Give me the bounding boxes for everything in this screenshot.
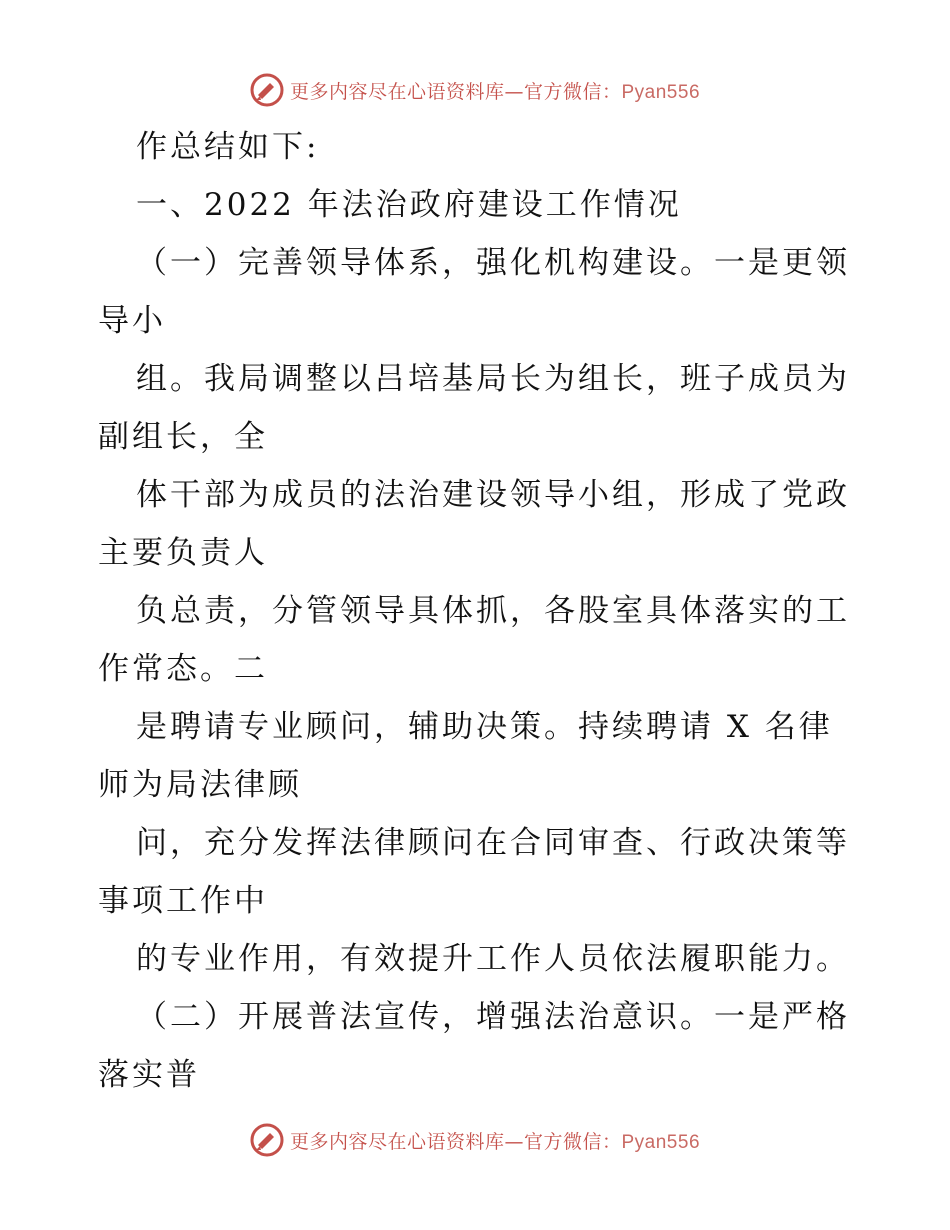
book-pen-logo-icon [250,73,284,107]
book-pen-logo-icon [250,1123,284,1157]
watermark-text: 更多内容尽在心语资料库—官方微信：Pyan556 [289,80,701,103]
text-line: 师为局法律顾 [98,767,302,803]
text-line: 事项工作中 [98,883,268,919]
text-line: 作总结如下: [136,129,320,165]
text-line: 是聘请专业顾问，辅助决策。持续聘请 X 名律 [136,709,833,745]
text-line: 体干部为成员的法治建设领导小组，形成了党政 [136,477,850,513]
text-line: 问，充分发挥法律顾问在合同审查、行政决策等 [136,825,850,861]
text-line: （二）开展普法宣传，增强法治意识。一是严格 [136,999,850,1035]
footer-watermark [0,1120,950,1160]
section-heading: 一、2022 年法治政府建设工作情况 [136,187,682,223]
header-watermark [0,70,950,110]
text-line: （一）完善领导体系，强化机构建设。一是更领 [136,245,850,281]
text-line: 作常态。二 [98,651,268,687]
text-line: 副组长，全 [98,419,268,455]
text-line: 导小 [98,303,166,339]
watermark-text: 更多内容尽在心语资料库—官方微信：Pyan556 [289,1130,701,1153]
text-line: 主要负责人 [98,535,268,571]
text-line: 组。我局调整以吕培基局长为组长，班子成员为 [136,361,850,397]
text-line: 负总责，分管领导具体抓，各股室具体落实的工 [136,593,850,629]
text-line: 的专业作用，有效提升工作人员依法履职能力。 [136,941,850,977]
text-line: 落实普 [98,1057,200,1093]
document-body [98,118,858,1104]
